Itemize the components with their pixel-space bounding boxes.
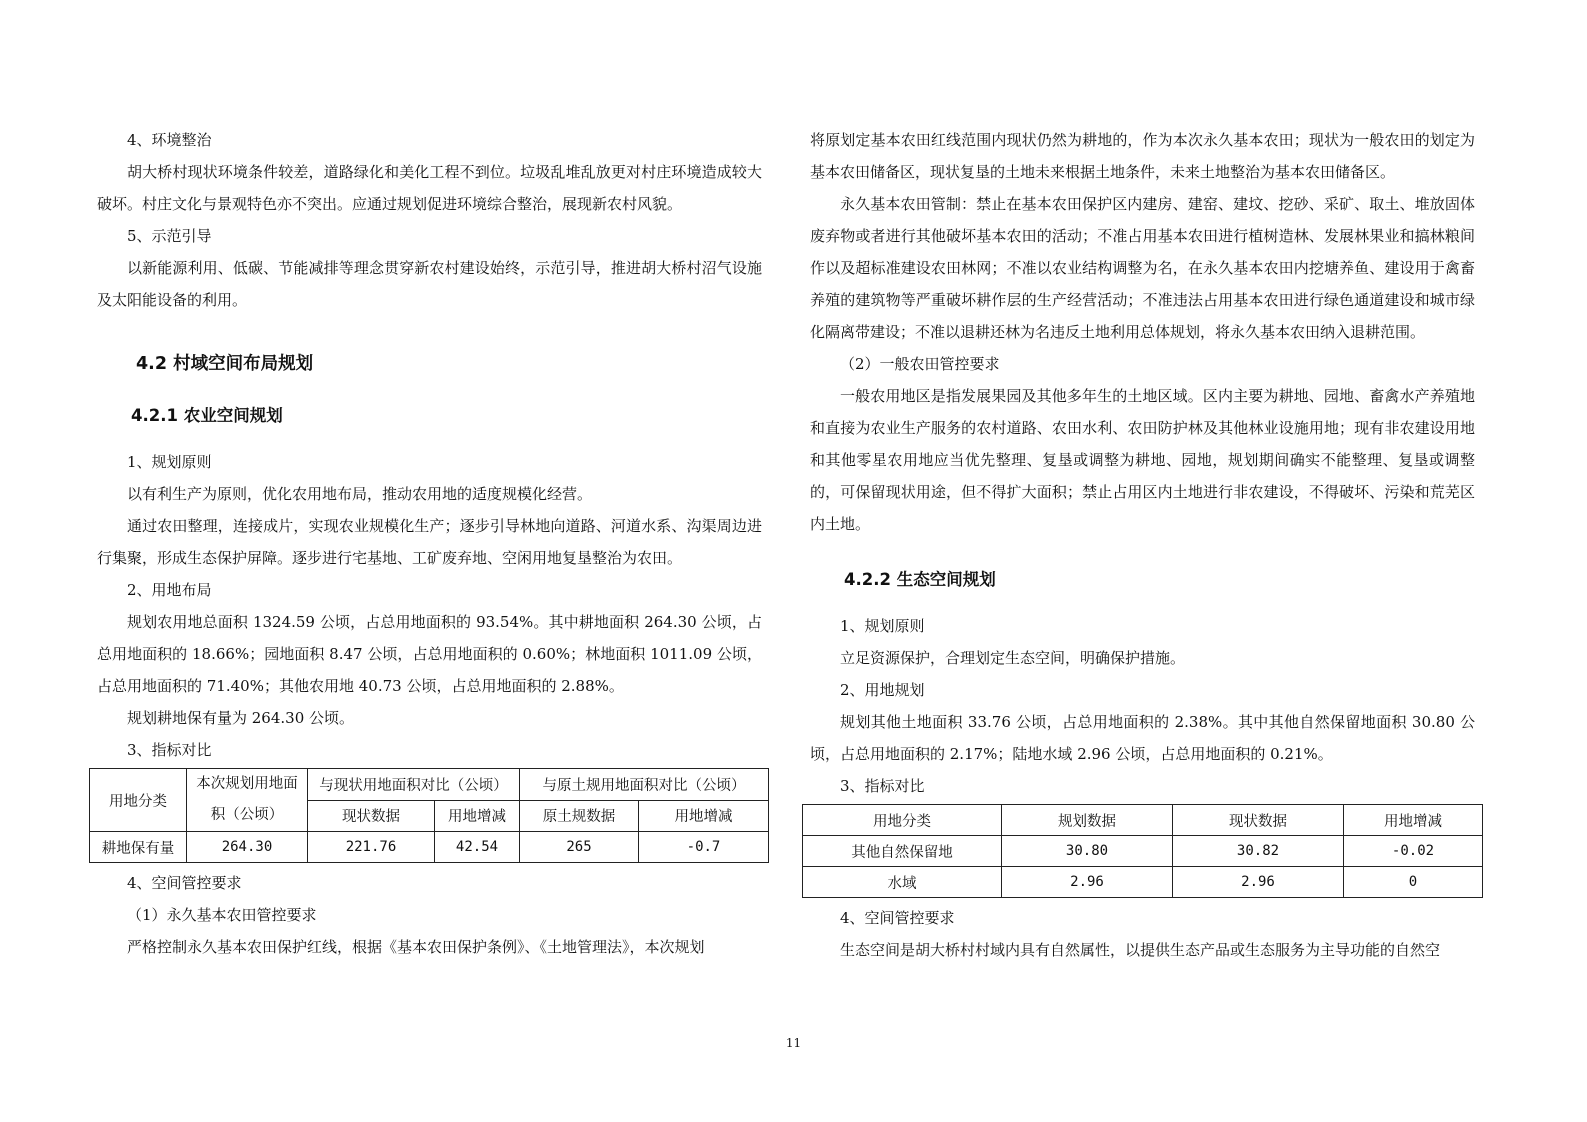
eco-indicator-table (802, 804, 1483, 898)
cell-current: 30.82 (1173, 836, 1344, 867)
table-row (803, 867, 1483, 898)
right-column (810, 124, 1475, 966)
cell-plan: 30.80 (1002, 836, 1173, 867)
th-change: 用地增减 (1344, 805, 1483, 836)
subheading-eco-indicator: 3、指标对比 (840, 777, 925, 795)
th-change-original: 用地增减 (639, 800, 769, 832)
paragraph-eco-land-plan: 规划其他土地面积 33.76 公顷，占总用地面积的 2.38%。其中其他自然保留地面积 30.80 公顷，占总用地面积的 2.17%；陆地水域 2.96 公顷，占总用地面积的 0.21%。 (810, 713, 1475, 763)
heading-4-2-1: 4.2.1 农业空间规划 (131, 406, 283, 425)
paragraph-farmland-retention: 规划耕地保有量为 264.30 公顷。 (127, 709, 355, 727)
paragraph-principle: 以有利生产为原则，优化农用地布局，推动农用地的适度规模化经营。 (127, 485, 593, 503)
th-original-data: 原土规数据 (520, 800, 639, 832)
cell-current: 221.76 (308, 832, 435, 863)
heading-4-2: 4.2 村域空间布局规划 (136, 354, 314, 374)
cell-name: 水域 (803, 867, 1002, 898)
th-plan-area: 本次规划用地面积（公顷） (187, 769, 308, 832)
subheading-space-control: 4、空间管控要求 (127, 874, 242, 892)
paragraph-land-layout: 规划农用地总面积 1324.59 公顷，占总用地面积的 93.54%。其中耕地面积 264.30 公顷，占总用地面积的 18.66%；园地面积 8.47 公顷，占总用地面积的 0.60%；林地面积 1011.09 公顷，占总用地面积的 71.40%；其他农用地 40.73 公顷，占总用地面积的 2.88%。 (97, 613, 762, 695)
subheading-eco-land-plan: 2、用地规划 (840, 681, 925, 699)
th-vs-current: 与现状用地面积对比（公顷） (308, 769, 520, 801)
th-vs-original: 与原土规用地面积对比（公顷） (520, 769, 769, 801)
paragraph-general-farmland: 一般农用地区是指发展果园及其他多年生的土地区域。区内主要为耕地、园地、畜禽水产养殖地和直接为农业生产服务的农村道路、农田水利、农田防护林及其他林业设施用地；现有非农建设用地和其他零星农用地应当优先整理、复垦或调整为耕地、园地，规划期间确实不能整理、复垦或调整的，可保留现状用途，但不得扩大面积；禁止占用区内土地进行非农建设，不得破坏、污染和荒芜区内土地。 (810, 387, 1475, 533)
cell-change-current: 42.54 (435, 832, 520, 863)
subheading-land-layout: 2、用地布局 (127, 581, 212, 599)
subheading-general-farmland: （2）一般农田管控要求 (840, 355, 1000, 373)
subheading-planning-principle: 1、规划原则 (127, 453, 212, 471)
subheading-eco-principle: 1、规划原则 (840, 617, 925, 635)
cell-change: -0.02 (1344, 836, 1483, 867)
cell-change-original: -0.7 (639, 832, 769, 863)
paragraph-farmland-control: 永久基本农田管制：禁止在基本农田保护区内建房、建窑、建坟、挖砂、采矿、取土、堆放固体废弃物或者进行其他破坏基本农田的活动；不准占用基本农田进行植树造林、发展林果业和搞林粮间作以及超标准建设农田林网；不准以农业结构调整为名，在永久基本农田内挖塘养鱼、建设用于禽畜养殖的建筑物等严重破坏耕作层的生产经营活动；不准违法占用基本农田进行绿色通道建设和城市绿化隔离带建设；不准以退耕还林为名违反土地利用总体规划，将永久基本农田纳入退耕范围。 (810, 195, 1475, 341)
left-column (97, 124, 762, 963)
cell-plan: 264.30 (187, 832, 308, 863)
cell-change: 0 (1344, 867, 1483, 898)
paragraph-permanent-farmland: 严格控制永久基本农田保护红线，根据《基本农田保护条例》、《土地管理法》，本次规划 (127, 938, 705, 956)
paragraph-consolidation: 通过农田整理，连接成片，实现农业规模化生产；逐步引导林地向道路、河道水系、沟渠周边进行集聚，形成生态保护屏障。逐步进行宅基地、工矿废弃地、空闲用地复垦整治为农田。 (97, 517, 762, 567)
agri-indicator-table (89, 768, 769, 863)
section-heading-demonstration: 5、示范引导 (127, 227, 212, 245)
cell-name: 其他自然保留地 (803, 836, 1002, 867)
cell-plan: 2.96 (1002, 867, 1173, 898)
subheading-eco-space-control: 4、空间管控要求 (840, 909, 955, 927)
paragraph-continuation: 将原划定基本农田红线范围内现状仍然为耕地的，作为本次永久基本农田；现状为一般农田的划定为基本农田储备区，现状复垦的土地未来根据土地条件，未来土地整治为基本农田储备区。 (810, 131, 1475, 181)
cell-original: 265 (520, 832, 639, 863)
cell-name: 耕地保有量 (90, 832, 187, 863)
page-number: 11 (785, 1036, 802, 1050)
th-current-data: 现状数据 (1173, 805, 1344, 836)
section-heading-environment: 4、环境整治 (127, 131, 212, 149)
table-row (90, 832, 769, 863)
heading-4-2-2: 4.2.2 生态空间规划 (844, 570, 996, 589)
th-change-current: 用地增减 (435, 800, 520, 832)
th-current-data: 现状数据 (308, 800, 435, 832)
paragraph-environment: 胡大桥村现状环境条件较差，道路绿化和美化工程不到位。垃圾乱堆乱放更对村庄环境造成较大破坏。村庄文化与景观特色亦不突出。应通过规划促进环境综合整治，展现新农村风貌。 (97, 163, 762, 213)
subheading-indicator-comparison: 3、指标对比 (127, 741, 212, 759)
th-category: 用地分类 (803, 805, 1002, 836)
th-plan-data: 规划数据 (1002, 805, 1173, 836)
table-row (803, 836, 1483, 867)
paragraph-eco-space: 生态空间是胡大桥村村域内具有自然属性，以提供生态产品或生态服务为主导功能的自然空 (840, 941, 1441, 959)
subheading-permanent-farmland: （1）永久基本农田管控要求 (127, 906, 317, 924)
paragraph-eco-principle: 立足资源保护，合理划定生态空间，明确保护措施。 (840, 649, 1186, 667)
th-category: 用地分类 (90, 769, 187, 832)
cell-current: 2.96 (1173, 867, 1344, 898)
paragraph-demonstration: 以新能源利用、低碳、节能减排等理念贯穿新农村建设始终，示范引导，推进胡大桥村沼气设施及太阳能设备的利用。 (97, 259, 762, 309)
